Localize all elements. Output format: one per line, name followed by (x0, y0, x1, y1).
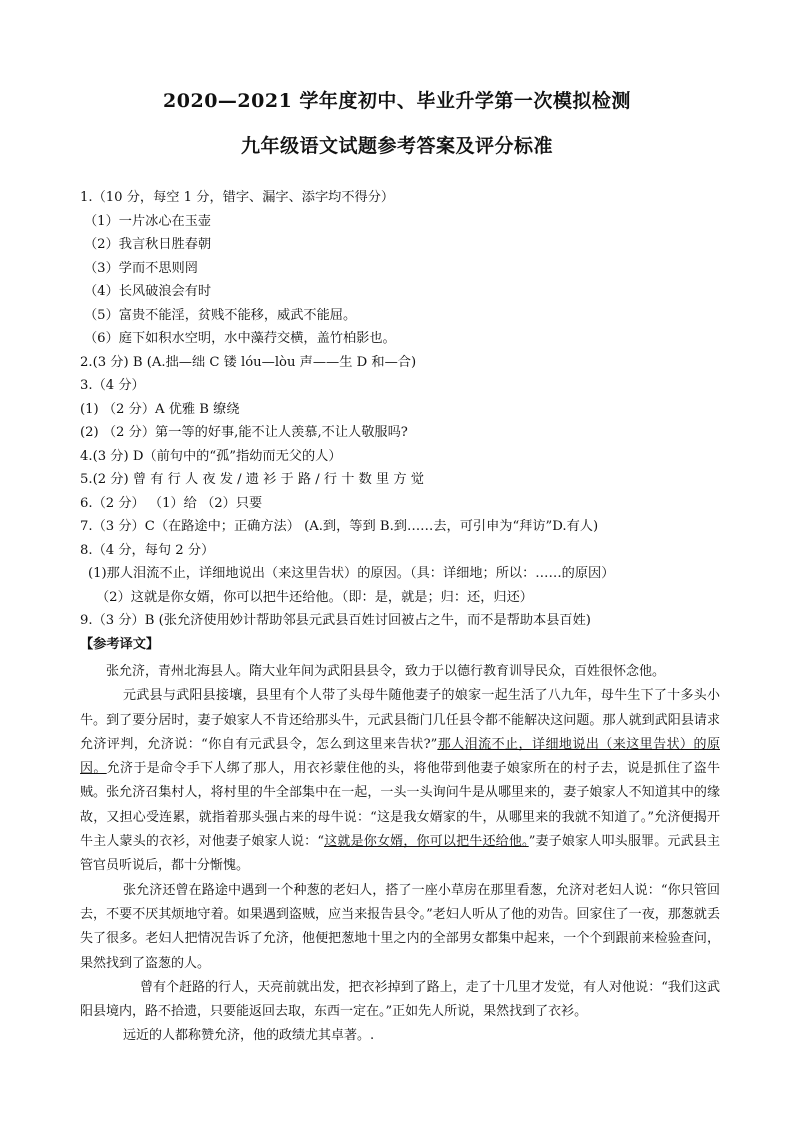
answer-line: 6.（2 分） （1）给 （2）只要 (80, 495, 263, 511)
answer-line: （4）长风破浪会有时 (84, 284, 212, 299)
answer-line: 1.（10 分，每空 1 分，错字、漏字、添字均不得分） (80, 190, 395, 205)
document-title: 2020—2021 学年度初中、毕业升学第一次模拟检测 (163, 90, 631, 112)
answer-line: （2）我言秋日胜春朝 (84, 237, 212, 252)
translation-text-span: 元武县与武阳县接壤，县里有个人带了头母牛随他妻子的娘家一起生活了八九年，母牛生下了十多头小牛。到了要分居时，妻子娘家人不肯还给那头牛，元武县衙门几任县令都不能解决这问题。那人就到武阳县请求允济评判，允济说：“你自有元武县令，怎么到这里来告状?” (80, 688, 720, 752)
underlined-sentence: 那人泪流不止，详细地说出（来这里告状）的原因。 (80, 736, 720, 777)
answer-list (80, 186, 720, 633)
answer-line: 9.（3 分）B (张允济使用妙计帮助邻县元武县百姓讨回被占之牛，而不是帮助本县百姓) (80, 613, 591, 628)
translation-paragraph: 张允济还曾在路途中遇到一个种葱的老妇人，搭了一座小草房在那里看葱，允济对老妇人说：“你只管回去，不要不厌其烦地守着。如果遇到盗贼，应当来报告县令。”老妇人听从了他的劝告。回家住了一夜，那葱就丢失了很多。老妇人把情况告诉了允济，他便把葱地十里之内的全部男女都集中起来，一个个到跟前来检验查问，果然找到了盗葱的人。 (80, 882, 720, 971)
translation-paragraph (80, 684, 720, 878)
answer-line: 2.(3 分) B (A.拙—绌 C 镂 lóu—lòu 声——生 D 和—合) (80, 354, 417, 370)
translation-text-span: 允济于是命令手下人绑了那人，用衣衫蒙住他的头，将他带到他妻子娘家所在的村子去，说是抓住了盗牛贼。张允济召集村人，将村里的牛全部集中在一起，一头一头询问牛是从哪里来的，妻子娘家人不知道其中的缘故，又担心受连累，就指着那头强占来的母牛说：“这是我女婿家的牛，从哪里来的我就不知道了。”允济便揭开牛主人蒙头的衣衫，对他妻子娘家人说：“ (80, 761, 720, 850)
translation-paragraph: 远近的人都称赞允济，他的政绩尤其卓著。. (123, 1028, 375, 1044)
answer-line: 3.（4 分） (80, 378, 145, 393)
answer-line: (1)那人泪流不止，详细地说出（来这里告状）的原因。（具：详细地；所以：……的原因） (88, 566, 615, 581)
answer-line: （3）学而不思则罔 (84, 260, 198, 276)
answer-line: （6）庭下如积水空明，水中藻荇交横，盖竹柏影也。 (84, 331, 396, 346)
translation-paragraph: 曾有个赶路的行人，天亮前就出发，把衣衫掉到了路上，走了十几里才发觉，有人对他说：“我们这武阳县境内，路不拾遗，只要能返回去取，东西一定在。”正如先人所说，果然找到了衣衫。 (80, 979, 720, 1020)
answer-line: （1）一片冰心在玉壶 (84, 213, 212, 229)
translation-text (80, 660, 720, 1049)
answer-line: (1) （2 分）A 优雅 B 缭绕 (80, 401, 240, 417)
reference-heading: 【参考译文】 (80, 637, 160, 652)
answer-line: 8.（4 分，每句 2 分） (80, 542, 215, 558)
underlined-sentence: 这就是你女婿，你可以把牛还给他。 (324, 834, 529, 850)
answer-line: 7.（3 分）C（在路途中；正确方法） (A.到，等到 B.到……去，可引申为“拜访”D.有人) (80, 519, 599, 534)
document-subtitle: 九年级语文试题参考答案及评分标准 (240, 135, 553, 157)
answer-line: 4.(3 分) D（前句中的“孤”指幼而无父的人） (80, 448, 342, 464)
translation-text-span: ”妻子娘家人叩头服罪。元武县主管官员听说后，都十分惭愧。 (80, 834, 720, 874)
translation-paragraph: 张允济，青州北海县人。隋大业年间为武阳县县令，致力于以德行教育训导民众，百姓很怀念他。 (106, 664, 666, 679)
answer-line: (2) （2 分）第一等的好事,能不让人羡慕,不让人敬服吗? (80, 425, 408, 440)
answer-line: 5.(2 分) 曾 有 行 人 夜 发 / 遗 衫 于 路 / 行 十 数 里 方 觉 (80, 472, 424, 487)
answer-line: （5）富贵不能淫，贫贱不能移，威武不能屈。 (84, 307, 357, 323)
answer-line: （2）这就是你女婿，你可以把牛还给他。（即：是，就是；归：还，归还） (96, 589, 533, 605)
